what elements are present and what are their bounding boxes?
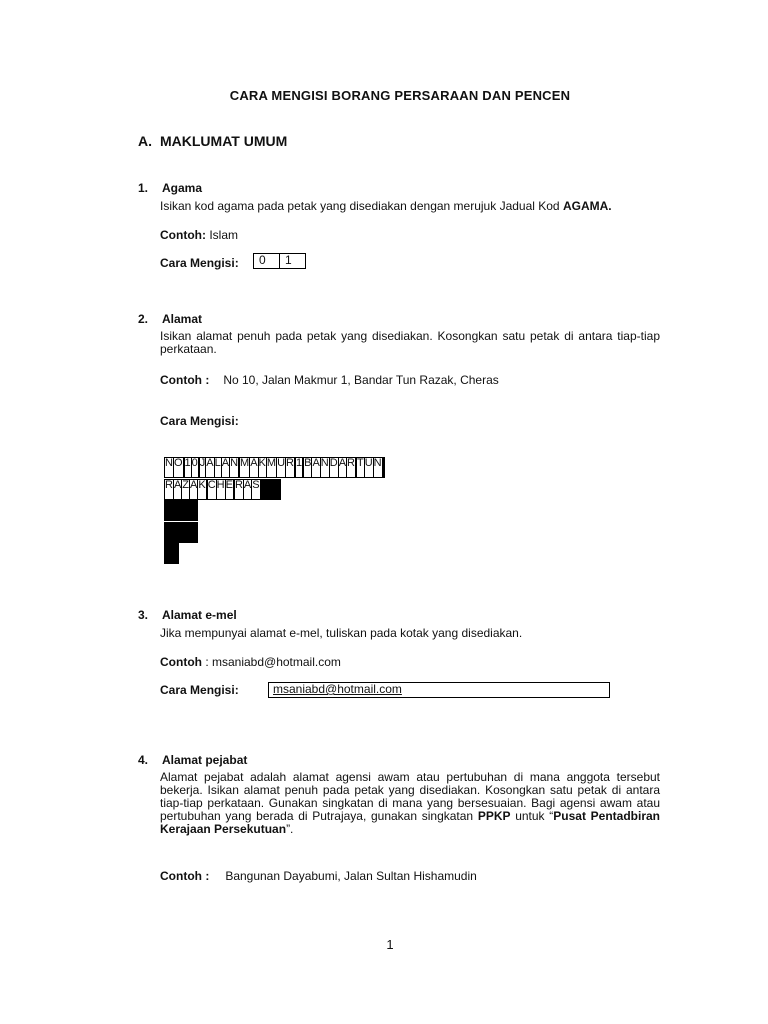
address-grid-cell[interactable]: C	[207, 479, 216, 499]
address-grid-cell[interactable]: A	[173, 479, 181, 499]
desc-text: ”.	[286, 822, 294, 836]
email-value: msaniabd@hotmail.com	[273, 682, 402, 696]
address-grid-cell[interactable]: E	[225, 479, 233, 499]
address-grid-cell[interactable]: M	[240, 458, 250, 478]
item-description: Isikan alamat penuh pada petak yang disediakan. Kosongkan satu petak di antara tiap-tiap perkataan.	[160, 329, 660, 356]
item-title: Alamat pejabat	[162, 753, 248, 767]
address-grid-cell[interactable]: S	[252, 479, 260, 499]
address-grid-cell[interactable]: 0	[191, 458, 198, 478]
item-number: 1.	[138, 181, 149, 195]
address-grid-cell[interactable]: K	[258, 458, 266, 478]
desc-bold: AGAMA.	[562, 199, 612, 213]
address-grid-cell[interactable]: N	[320, 458, 329, 478]
email-input-box[interactable]	[268, 682, 610, 698]
address-grid-cell[interactable]: Z	[182, 479, 190, 499]
contoh-line	[160, 228, 238, 242]
address-grid-cell[interactable]: M	[266, 458, 276, 478]
code-cell[interactable]: 1	[280, 254, 306, 269]
address-grid-cell[interactable]: A	[190, 479, 198, 499]
address-grid-cell[interactable]: A	[312, 458, 320, 478]
address-grid-cell[interactable]: L	[214, 458, 221, 478]
cara-mengisi-label	[160, 414, 239, 428]
item-number: 4.	[138, 753, 149, 767]
address-grid-row	[164, 479, 281, 500]
cara-label: Cara Mengisi:	[160, 414, 239, 428]
item-heading-email	[138, 608, 237, 622]
item-heading-agama	[138, 181, 202, 195]
address-grid-cell[interactable]: A	[243, 479, 251, 499]
address-grid-cell[interactable]: A	[250, 458, 258, 478]
address-grid-cell[interactable]: D	[329, 458, 338, 478]
address-grid-row	[164, 500, 198, 521]
address-grid-cell[interactable]: N	[373, 458, 382, 478]
address-grid-cell[interactable]: R	[286, 458, 295, 478]
contoh-line	[160, 373, 499, 387]
address-grid-cell[interactable]: A	[221, 458, 229, 478]
cara-mengisi-label	[160, 256, 239, 270]
contoh-label: Contoh	[160, 655, 202, 669]
cara-label: Cara Mengisi:	[160, 683, 239, 697]
contoh-value: Bangunan Dayabumi, Jalan Sultan Hishamudin	[225, 869, 477, 883]
address-grid-cell[interactable]: A	[206, 458, 214, 478]
contoh-line	[160, 869, 477, 883]
section-heading	[138, 133, 287, 149]
address-grid-cell[interactable]	[178, 544, 179, 564]
cara-label: Cara Mengisi:	[160, 256, 239, 270]
address-grid-cell[interactable]: H	[216, 479, 225, 499]
address-grid-cell[interactable]: 1	[184, 458, 191, 478]
desc-text: untuk “	[510, 809, 554, 823]
item-heading-office	[138, 753, 247, 767]
item-title: Alamat	[162, 312, 203, 326]
contoh-line	[160, 655, 341, 669]
contoh-value: Islam	[209, 228, 238, 242]
desc-text: Isikan kod agama pada petak yang disediakan dengan merujuk Jadual Kod	[160, 199, 563, 213]
address-grid-cell[interactable]: U	[364, 458, 373, 478]
address-grid-cell[interactable]: T	[356, 458, 364, 478]
address-grid-row	[164, 457, 385, 478]
address-grid-cell[interactable]: K	[198, 479, 206, 499]
address-grid-cell[interactable]	[197, 501, 198, 521]
contoh-value: : msaniabd@hotmail.com	[205, 655, 341, 669]
address-grid-cell[interactable]: R	[165, 479, 174, 499]
religion-code-box[interactable]	[253, 253, 306, 269]
item-description: Jika mempunyai alamat e-mel, tuliskan pada kotak yang disediakan.	[160, 626, 523, 640]
desc-bold: Pusat Pentadbiran Kerajaan Persekutuan	[160, 809, 660, 836]
contoh-value: No 10, Jalan Makmur 1, Bandar Tun Razak, Cheras	[223, 373, 499, 387]
item-description	[160, 771, 660, 836]
page-number: 1	[386, 937, 394, 952]
section-letter: A.	[138, 133, 152, 149]
item-heading-alamat	[138, 312, 202, 326]
address-grid-row	[164, 543, 179, 564]
address-grid-row	[164, 522, 198, 543]
address-grid-cell[interactable]: 1	[295, 458, 302, 478]
address-grid-cell[interactable]	[197, 522, 198, 542]
contoh-label: Contoh :	[160, 869, 210, 883]
address-grid-cell[interactable]: N	[165, 458, 174, 478]
address-grid-cell[interactable]: N	[230, 458, 239, 478]
item-description	[160, 200, 660, 213]
address-grid-cell[interactable]	[383, 458, 384, 478]
address-grid-cell[interactable]: R	[347, 458, 356, 478]
desc-bold: PPKP	[477, 809, 511, 823]
contoh-label: Contoh:	[160, 228, 206, 242]
contoh-label: Contoh :	[160, 373, 210, 387]
address-grid-cell[interactable]: O	[173, 458, 183, 478]
item-title: Alamat e-mel	[162, 608, 237, 622]
item-number: 2.	[138, 312, 149, 326]
address-grid-cell[interactable]: R	[234, 479, 243, 499]
page-title: CARA MENGISI BORANG PERSARAAN DAN PENCEN	[229, 88, 571, 103]
address-grid-cell[interactable]	[279, 479, 280, 499]
item-title: Agama	[162, 181, 203, 195]
address-grid-cell[interactable]: B	[304, 458, 312, 478]
section-label: MAKLUMAT UMUM	[160, 133, 288, 149]
address-grid-cell[interactable]: J	[199, 458, 206, 478]
desc-text: Alamat pejabat adalah alamat agensi awam atau pertubuhan di mana anggota tersebut bekerja. Isikan alamat penuh pada petak yang disediakan. Kosongkan satu petak di antara tiap-tiap perkataan. Gunakan singkatan di mana yang bersesuaian. Bagi agensi awam atau pertubuhan yang berada di Putrajaya, gunakan singkatan	[160, 770, 660, 823]
address-grid-cell[interactable]: U	[277, 458, 286, 478]
code-cell[interactable]: 0	[254, 254, 280, 269]
address-grid-cell[interactable]: A	[338, 458, 346, 478]
cara-mengisi-label	[160, 683, 239, 697]
item-number: 3.	[138, 608, 149, 622]
